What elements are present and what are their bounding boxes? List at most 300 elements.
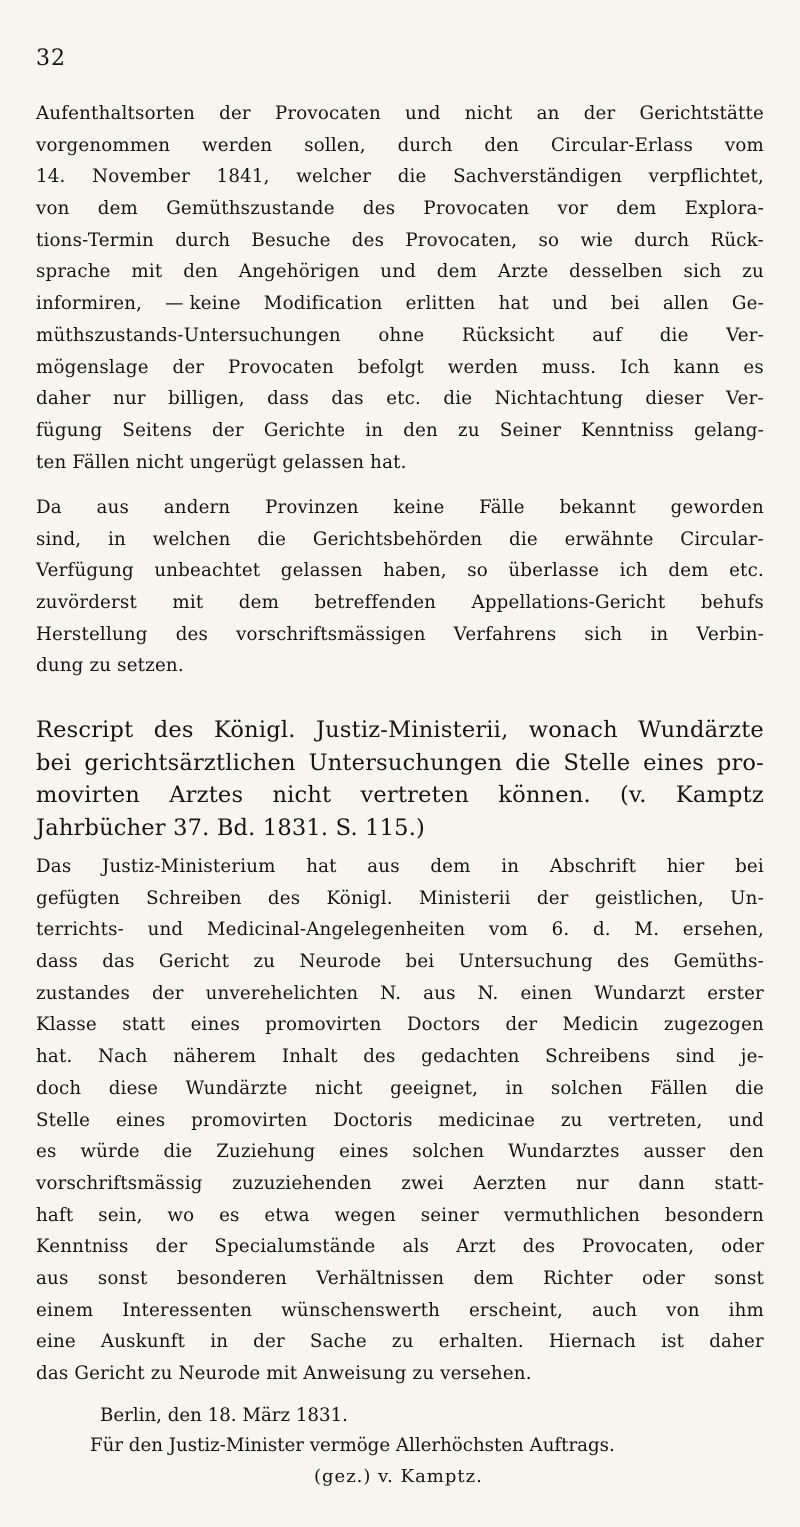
word: Justiz-Ministerii, xyxy=(315,717,509,743)
word: hier xyxy=(666,856,705,877)
word: vermuthlichen xyxy=(503,1204,641,1226)
word: erwähnte xyxy=(564,528,654,550)
word: vom xyxy=(488,919,528,941)
word: des xyxy=(617,951,650,973)
word: den xyxy=(183,261,218,283)
word: Wundärzte xyxy=(185,1077,288,1099)
word: Interessenten xyxy=(122,1299,253,1321)
word: es xyxy=(743,356,764,378)
word: eines xyxy=(339,1141,389,1163)
word: billigen, xyxy=(168,388,245,410)
word: oder xyxy=(642,1267,685,1289)
word: sonst xyxy=(97,1267,148,1289)
text-line xyxy=(36,555,764,587)
word: Arzte xyxy=(497,261,549,283)
word: Arzt xyxy=(456,1236,496,1258)
word: ohne xyxy=(378,324,425,346)
word: Gerichtsbehörden xyxy=(312,528,483,550)
page-number: 32 xyxy=(36,46,66,71)
word: 1841, xyxy=(216,166,270,188)
text-line xyxy=(36,130,764,162)
word: Provocaten, xyxy=(405,229,518,251)
word: geeignet, xyxy=(390,1077,479,1099)
word: etwa xyxy=(264,1204,310,1226)
word: bei xyxy=(735,856,764,877)
word: bei xyxy=(36,749,72,776)
word: betreffenden xyxy=(314,592,437,614)
word: Gericht xyxy=(158,951,230,973)
text-line xyxy=(36,193,764,225)
word: keine xyxy=(393,497,445,518)
word: nicht xyxy=(314,1077,363,1099)
word: besonderen xyxy=(176,1267,287,1289)
word: N. xyxy=(477,982,499,1004)
word: gelassen xyxy=(280,560,363,582)
text-line xyxy=(36,619,764,651)
word: dung zu setzen. xyxy=(36,655,184,677)
word: Gemüths- xyxy=(673,951,764,973)
word: Ich xyxy=(620,356,650,378)
text-line xyxy=(36,447,764,479)
word: Da xyxy=(36,497,62,518)
word: und xyxy=(404,103,441,124)
word: mit xyxy=(172,592,204,614)
word: Kenntniss xyxy=(36,1236,129,1258)
word: Rück- xyxy=(710,229,764,251)
word: Circular- xyxy=(680,528,764,550)
word: dem xyxy=(238,592,280,614)
word: sich xyxy=(683,261,722,283)
text-line xyxy=(36,524,764,556)
word: Ministerii xyxy=(418,887,511,909)
word: gerichtsärztlichen xyxy=(84,749,296,776)
word: den xyxy=(403,419,438,441)
word: Das xyxy=(36,856,72,877)
word: der xyxy=(151,982,184,1004)
word: in xyxy=(501,856,520,877)
word: der xyxy=(155,1236,188,1258)
word: durch xyxy=(634,229,690,251)
text-line xyxy=(36,415,764,447)
word: bei xyxy=(405,951,435,973)
word: in xyxy=(650,623,669,645)
word: den xyxy=(729,1141,764,1163)
word: aus xyxy=(96,497,130,518)
word: terrichts- xyxy=(36,919,124,941)
word: etc. xyxy=(386,388,422,410)
word: der xyxy=(505,1014,538,1036)
word: dieser xyxy=(645,388,704,410)
word: durch xyxy=(397,134,453,156)
word: vorschriftsmässigen xyxy=(236,623,426,645)
word: des xyxy=(175,623,209,645)
word: der xyxy=(172,356,205,378)
word: informiren, xyxy=(36,293,143,315)
word: Specialumstände xyxy=(214,1236,376,1258)
word: Sache xyxy=(309,1331,367,1353)
word: andern xyxy=(163,497,231,518)
word: mögenslage xyxy=(36,356,149,378)
word: es xyxy=(219,1204,240,1226)
word: Explora- xyxy=(684,198,764,220)
text-line xyxy=(36,914,764,946)
word: Ge- xyxy=(731,293,764,315)
word: zu xyxy=(391,1331,414,1353)
word: solchen xyxy=(412,1141,485,1163)
word: der xyxy=(583,103,616,124)
word: und xyxy=(380,261,416,283)
word: können. xyxy=(498,782,591,808)
text-line xyxy=(36,812,764,845)
word: haft xyxy=(36,1204,74,1226)
word: Ver- xyxy=(726,388,764,410)
word: ihm xyxy=(728,1299,764,1321)
word: M. xyxy=(634,919,660,941)
word: es xyxy=(36,1141,57,1163)
word: Sachverständigen xyxy=(453,166,623,188)
text-line xyxy=(36,587,764,619)
word: seiner xyxy=(420,1204,479,1226)
word: erscheint, xyxy=(468,1299,564,1321)
word: in xyxy=(108,528,126,550)
word: Kamptz xyxy=(675,782,764,808)
word: würde xyxy=(80,1141,140,1163)
text-line xyxy=(36,1136,764,1168)
word: Jahrbücher 37. Bd. 1831. S. 115.) xyxy=(36,814,426,841)
word: auch xyxy=(591,1299,638,1321)
word: Medicinal-Angelegenheiten xyxy=(206,919,466,941)
word: N. xyxy=(380,982,402,1004)
word: des xyxy=(153,717,194,743)
word: geworden xyxy=(670,497,764,518)
word: welcher xyxy=(296,166,372,188)
word: Stelle xyxy=(563,749,631,776)
word: in xyxy=(365,419,384,441)
word: die xyxy=(257,528,287,550)
text-line xyxy=(36,383,764,415)
word: d. xyxy=(592,919,611,941)
word: als xyxy=(402,1236,430,1258)
word: zu xyxy=(560,1109,583,1131)
word: Nach xyxy=(98,1046,148,1068)
word: befolgt xyxy=(357,356,424,378)
word: zuvörderst xyxy=(36,592,137,614)
word: wo xyxy=(167,1204,195,1226)
text-line xyxy=(36,98,764,130)
word: näherem xyxy=(173,1046,257,1068)
word: Königl. xyxy=(214,717,296,743)
word: das xyxy=(331,388,364,410)
word: Abschrift xyxy=(549,856,637,877)
word: Provinzen xyxy=(265,497,359,518)
word: Seiner xyxy=(499,419,562,441)
word: die xyxy=(515,749,551,776)
word: wie xyxy=(580,229,614,251)
word: nicht xyxy=(272,782,332,808)
word: bei xyxy=(610,293,640,315)
word: Schreibens xyxy=(545,1046,651,1068)
word: Provocaten xyxy=(423,198,530,220)
word: vertreten xyxy=(360,782,470,808)
word: hat. xyxy=(36,1046,73,1068)
word: Provocaten xyxy=(274,103,381,124)
word: Untersuchungen xyxy=(308,749,503,776)
word: geistlichen, xyxy=(594,887,704,909)
word: sind xyxy=(675,1046,716,1068)
word: Seitens xyxy=(122,419,192,441)
text-line xyxy=(36,1105,764,1137)
text-line xyxy=(36,1358,764,1390)
word: Modification xyxy=(263,293,383,315)
word: Richter xyxy=(543,1267,613,1289)
word: Appellations-Gericht xyxy=(471,592,666,614)
word: Gemüthszustande xyxy=(166,198,335,220)
text-line xyxy=(36,256,764,288)
word: Gerichtstätte xyxy=(639,103,764,124)
word: die xyxy=(163,1141,193,1163)
word: 14. xyxy=(36,166,66,188)
word: kann xyxy=(673,356,720,378)
word: aus xyxy=(36,1267,69,1289)
word: dem xyxy=(430,856,471,877)
word: zustandes xyxy=(36,982,131,1004)
word: ich xyxy=(619,560,648,582)
word: bekannt xyxy=(559,497,636,518)
text-line xyxy=(36,320,764,352)
text-line xyxy=(36,851,764,883)
word: vorschriftsmässig xyxy=(36,1172,203,1194)
word: Zuziehung xyxy=(216,1141,316,1163)
text-line xyxy=(36,1009,764,1041)
word: behufs xyxy=(700,592,764,614)
word: Neurode xyxy=(299,951,382,973)
word: — keine xyxy=(165,293,241,315)
word: (v. xyxy=(620,782,647,808)
word: vertreten, xyxy=(608,1109,703,1131)
word: dem xyxy=(473,1267,514,1289)
paragraph-provinzen xyxy=(36,492,764,682)
word: dann xyxy=(638,1172,686,1194)
rescript-heading xyxy=(36,714,764,844)
word: werden xyxy=(447,356,519,378)
text-line xyxy=(36,946,764,978)
word: vorgenommen xyxy=(36,134,171,156)
word: ist xyxy=(661,1331,685,1353)
word: Arztes xyxy=(169,782,244,808)
word: erhalten. xyxy=(438,1331,524,1353)
word: zu xyxy=(742,261,764,283)
word: nur xyxy=(576,1172,609,1194)
text-line xyxy=(36,978,764,1010)
text-line xyxy=(36,1200,764,1232)
word: allen xyxy=(662,293,709,315)
word: sonst xyxy=(714,1267,764,1289)
word: einem xyxy=(36,1299,94,1321)
text-line xyxy=(36,225,764,257)
word: oder xyxy=(721,1236,764,1258)
word: movirten xyxy=(36,782,140,808)
word: solchen xyxy=(550,1077,623,1099)
word: hat xyxy=(498,293,530,315)
word: durch xyxy=(175,229,231,251)
word: einen xyxy=(520,982,573,1004)
text-line xyxy=(36,650,764,682)
word: Aufenthaltsorten xyxy=(36,103,196,124)
text-line xyxy=(36,492,764,524)
word: auf xyxy=(592,324,623,346)
word: pro- xyxy=(716,749,764,776)
word: doch xyxy=(36,1077,82,1099)
word: Gerichte xyxy=(263,419,346,441)
word: dem xyxy=(97,198,138,220)
word: Fälle xyxy=(479,497,525,518)
word: hat xyxy=(306,856,337,877)
word: muss. xyxy=(541,356,597,378)
word: erster xyxy=(707,982,764,1004)
word: eines xyxy=(643,749,704,776)
authority-line: Für den Justiz-Minister vermöge Allerhöchsten Auftrags. xyxy=(90,1435,615,1456)
word: unbeachtet xyxy=(154,560,261,582)
word: das Gericht zu Neurode mit Anweisung zu versehen. xyxy=(36,1363,532,1384)
word: und xyxy=(728,1109,764,1131)
word: daher xyxy=(36,388,91,410)
paragraph-provocaten xyxy=(36,98,764,478)
word: haben, xyxy=(383,560,447,582)
word: der xyxy=(219,103,251,124)
word: Provocaten, xyxy=(582,1236,695,1258)
word: die xyxy=(659,324,689,346)
word: Schreiben xyxy=(146,887,242,909)
word: Verfahrens xyxy=(453,623,557,645)
word: Nichtachtung xyxy=(494,388,624,410)
word: etc. xyxy=(729,560,764,582)
word: Rücksicht xyxy=(461,324,555,346)
word: überlasse xyxy=(508,560,600,582)
word: Verfügung xyxy=(36,560,134,582)
word: promovirten xyxy=(191,1109,308,1131)
word: des xyxy=(267,887,301,909)
word: medicinae xyxy=(438,1109,536,1131)
word: Verhältnissen xyxy=(316,1267,445,1289)
word: Stelle xyxy=(36,1109,91,1131)
word: zwei xyxy=(401,1172,444,1194)
word: unverehelichten xyxy=(205,982,359,1004)
word: besondern xyxy=(664,1204,764,1226)
word: Justiz-Ministerium xyxy=(101,856,276,877)
word: aus xyxy=(423,982,456,1004)
word: diese xyxy=(108,1077,159,1099)
word: verpflichtet, xyxy=(648,166,764,188)
word: ausser xyxy=(643,1141,706,1163)
word: müthszustands-Untersuchungen xyxy=(36,324,341,346)
word: eines xyxy=(115,1109,166,1131)
word: werden xyxy=(202,134,273,156)
word: eine xyxy=(36,1331,76,1353)
text-line xyxy=(36,714,764,747)
word: Ver- xyxy=(726,324,764,346)
word: tions-Termin xyxy=(36,229,154,251)
word: von xyxy=(36,198,70,220)
word: Fällen xyxy=(650,1077,708,1099)
word: sprache xyxy=(36,261,111,283)
word: und xyxy=(552,293,588,315)
word: Inhalt xyxy=(281,1046,338,1068)
word: gefügten xyxy=(36,887,120,909)
word: welchen xyxy=(152,528,231,550)
word: des xyxy=(351,229,385,251)
word: zu xyxy=(458,419,480,441)
word: Doctors xyxy=(406,1014,481,1036)
word: die xyxy=(509,528,538,550)
word: Circular-Erlass xyxy=(550,134,694,156)
word: dem xyxy=(668,560,709,582)
word: des xyxy=(363,1046,396,1068)
closing-date-line: Berlin, den 18. März 1831. xyxy=(100,1405,348,1426)
word: der xyxy=(536,887,569,909)
text-line xyxy=(36,1168,764,1200)
word: eines xyxy=(190,1014,240,1036)
word: an xyxy=(536,103,560,124)
word: von xyxy=(666,1299,700,1321)
word: Kenntniss xyxy=(581,419,674,441)
word: dass xyxy=(267,388,310,410)
word: ten Fällen nicht ungerügt gelassen hat. xyxy=(36,451,407,473)
text-line xyxy=(36,779,764,812)
word: daher xyxy=(709,1331,764,1353)
word: wünschenswerth xyxy=(281,1299,441,1321)
word: Wundarztes xyxy=(508,1141,620,1163)
word: Hiernach xyxy=(548,1331,637,1353)
word: Herstellung xyxy=(36,623,148,645)
text-line xyxy=(36,1231,764,1263)
word: zugezogen xyxy=(663,1014,764,1036)
text-line xyxy=(36,288,764,320)
word: Besuche xyxy=(251,229,331,251)
word: in xyxy=(210,1331,229,1353)
word: statt xyxy=(122,1014,166,1036)
word: ersehen, xyxy=(682,919,764,941)
word: aus xyxy=(367,856,400,877)
word: so xyxy=(467,560,488,582)
word: Doctoris xyxy=(333,1109,413,1131)
word: desselben xyxy=(569,261,663,283)
word: den xyxy=(484,134,520,156)
word: und xyxy=(147,919,184,941)
word: Un- xyxy=(730,887,764,909)
word: Königl. xyxy=(326,887,393,909)
word: Angehörigen xyxy=(238,261,360,283)
word: Rescript xyxy=(36,717,134,743)
word: der xyxy=(253,1331,285,1353)
word: mit xyxy=(131,261,163,283)
word: je- xyxy=(740,1046,764,1068)
word: dass xyxy=(36,951,78,973)
text-line xyxy=(36,352,764,384)
word: Wundarzt xyxy=(594,982,686,1004)
word: sich xyxy=(584,623,623,645)
word: vom xyxy=(724,134,764,156)
word: nicht xyxy=(464,103,513,124)
word: der xyxy=(212,419,244,441)
word: des xyxy=(362,198,396,220)
text-line xyxy=(36,1295,764,1327)
word: sind, xyxy=(36,528,82,550)
word: 6. xyxy=(551,919,570,941)
word: das xyxy=(102,951,135,973)
word: gedachten xyxy=(421,1046,520,1068)
word: dem xyxy=(436,261,478,283)
word: sein, xyxy=(98,1204,143,1226)
